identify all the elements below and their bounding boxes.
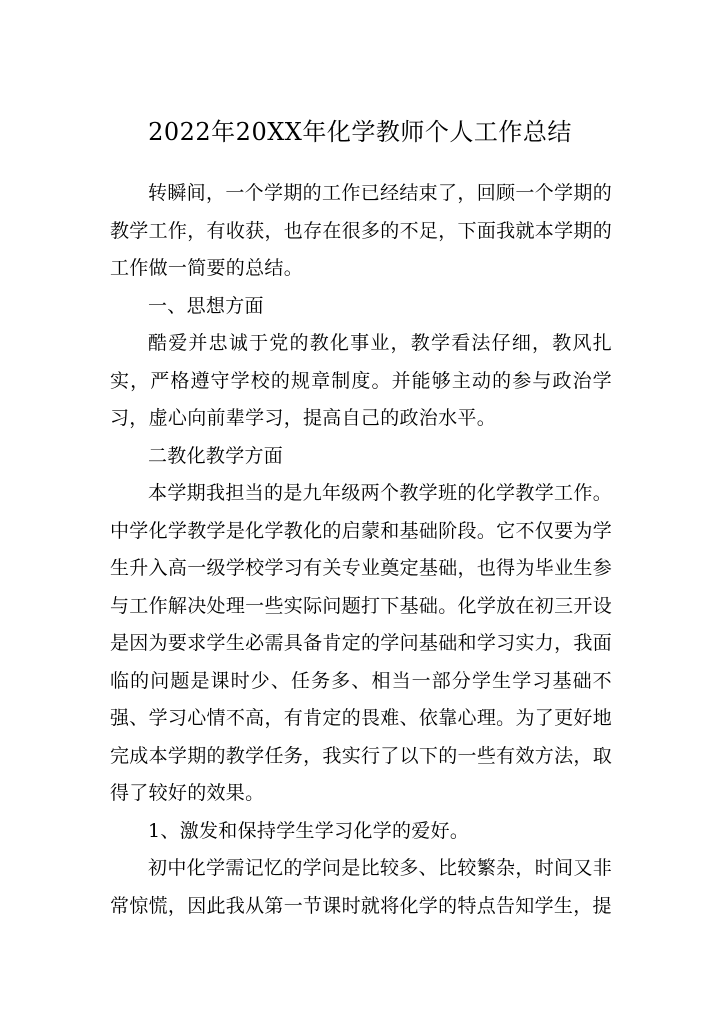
subsection-heading-interest: 1、激发和保持学生学习化学的爱好。 (148, 819, 470, 842)
document-title: 2022年20XX年化学教师个人工作总结 (148, 118, 572, 146)
paragraph-intro: 转瞬间，一个学期的工作已经结束了，回顾一个学期的教学工作，有收获，也存在很多的不足，下面我就本学期的工作做一简要的总结。 (110, 182, 612, 279)
section-heading-ideology: 一、思想方面 (148, 294, 264, 317)
document-body (110, 175, 612, 925)
paragraph-interest: 初中化学需记忆的学问是比较多、比较繁杂，时间又非常惊慌，因此我从第一节课时就将化学的特点告知学生，提 (110, 857, 612, 917)
paragraph-teaching: 本学期我担当的是九年级两个教学班的化学教学工作。中学化学教学是化学教化的启蒙和基础阶段。它不仅要为学生升入高一级学校学习有关专业奠定基础，也得为毕业生参与工作解决处理一些实际问题打下基础。化学放在初三开设是因为要求学生必需具备肯定的学问基础和学习实力，我面临的问题是课时少、任务多、相当一部分学生学习基础不强、学习心情不高，有肯定的畏难、依靠心理。为了更好地完成本学期的教学任务，我实行了以下的一些有效方法，取得了较好的效果。 (110, 482, 612, 804)
paragraph-ideology: 酷爱并忠诚于党的教化事业，教学看法仔细，教风扎实，严格遵守学校的规章制度。并能够主动的参与政治学习，虚心向前辈学习，提高自己的政治水平。 (110, 332, 612, 429)
section-heading-teaching: 二教化教学方面 (148, 444, 284, 467)
